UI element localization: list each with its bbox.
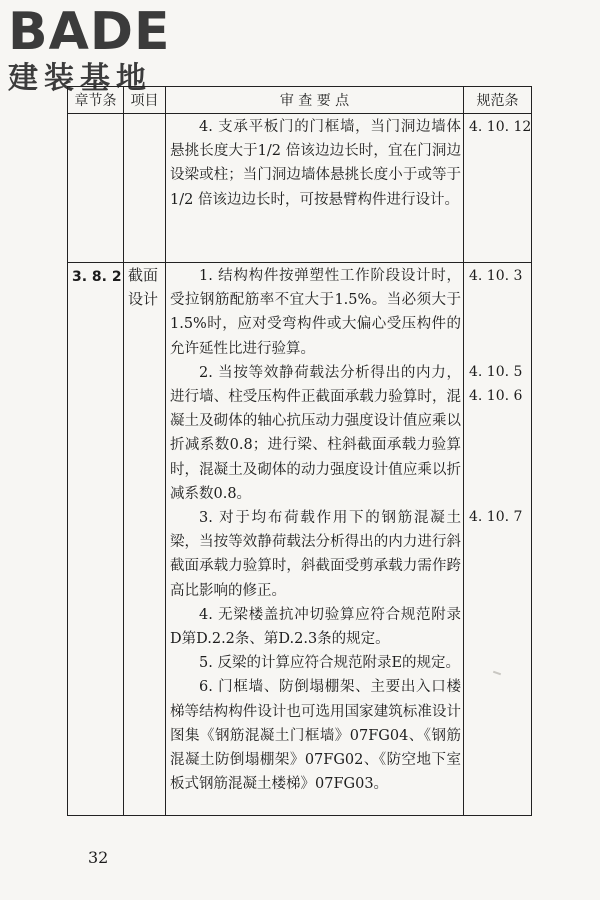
review-point: 6. 门框墙、防倒塌棚架、主要出入口楼梯等结构构件设计也可选用国家建筑标准设计图集《钢筋混凝土门框墙》07FG04、《钢筋混凝土防倒塌棚架》07FG02、《防空地下室板式钢筋混凝土楼梯》07FG03。 — [170, 679, 461, 793]
code-clause-ref: 4. 10. 6 — [469, 388, 523, 404]
header-refs: 规范条 — [464, 87, 532, 114]
review-point: 5. 反梁的计算应符合规范附录E的规定。 — [199, 655, 461, 672]
item-cell — [124, 114, 166, 263]
review-point: 3. 对于均布荷载作用下的钢筋混凝土梁，当按等效静荷载法分析得出的内力进行斜截面承载力验算时，斜截面受剪承载力需作跨高比影响的修正。 — [170, 510, 461, 599]
header-item: 项目 — [124, 87, 166, 114]
code-clause-ref: 4. 10. 12 — [469, 119, 532, 135]
refs-cell — [464, 263, 532, 816]
table-header-row — [68, 87, 532, 114]
section-cell — [68, 114, 124, 263]
table-row — [68, 263, 532, 816]
review-point: 4. 支承平板门的门框墙，当门洞边墙体悬挑长度大于1/2 倍该边边长时，宜在门洞边设梁或柱；当门洞边墙体悬挑长度小于或等于1/2 倍该边边长时，可按悬臂构件进行设计。 — [170, 119, 461, 208]
item-cell: 截面设计 — [124, 263, 166, 816]
logo-subtitle: 建装基地 — [8, 61, 152, 96]
bade-logo — [8, 4, 178, 96]
logo-wordmark: BADE — [8, 2, 171, 62]
header-points: 审 查 要 点 — [166, 87, 464, 114]
review-point: 2. 当按等效静荷载法分析得出的内力，进行墙、柱受压构件正截面承载力验算时，混凝土及砌体的轴心抗压动力强度设计值应乘以折减系数0.8；进行梁、柱斜截面承载力验算时，混凝土及砌体的动力强度设计值应乘以折减系数0.8。 — [170, 364, 461, 502]
points-cell — [166, 263, 464, 816]
review-point: 1. 结构构件按弹塑性工作阶段设计时，受拉钢筋配筋率不宜大于1.5%。当必须大于1.5%时，应对受弯构件或大偏心受压构件的允许延性比进行验算。 — [170, 268, 461, 357]
points-cell — [166, 114, 464, 263]
review-table — [67, 86, 532, 816]
section-cell: 3. 8. 2 — [68, 263, 124, 816]
code-clause-ref: 4. 10. 3 — [469, 268, 523, 284]
code-clause-ref: 4. 10. 7 — [469, 509, 523, 525]
table-row — [68, 114, 532, 263]
review-point: 4. 无梁楼盖抗冲切验算应符合规范附录D第D.2.2条、第D.2.3条的规定。 — [170, 606, 461, 648]
header-section: 章节条 — [68, 87, 124, 114]
page-number: 32 — [88, 848, 109, 867]
code-clause-ref: 4. 10. 5 — [469, 364, 523, 380]
refs-cell — [464, 114, 532, 263]
